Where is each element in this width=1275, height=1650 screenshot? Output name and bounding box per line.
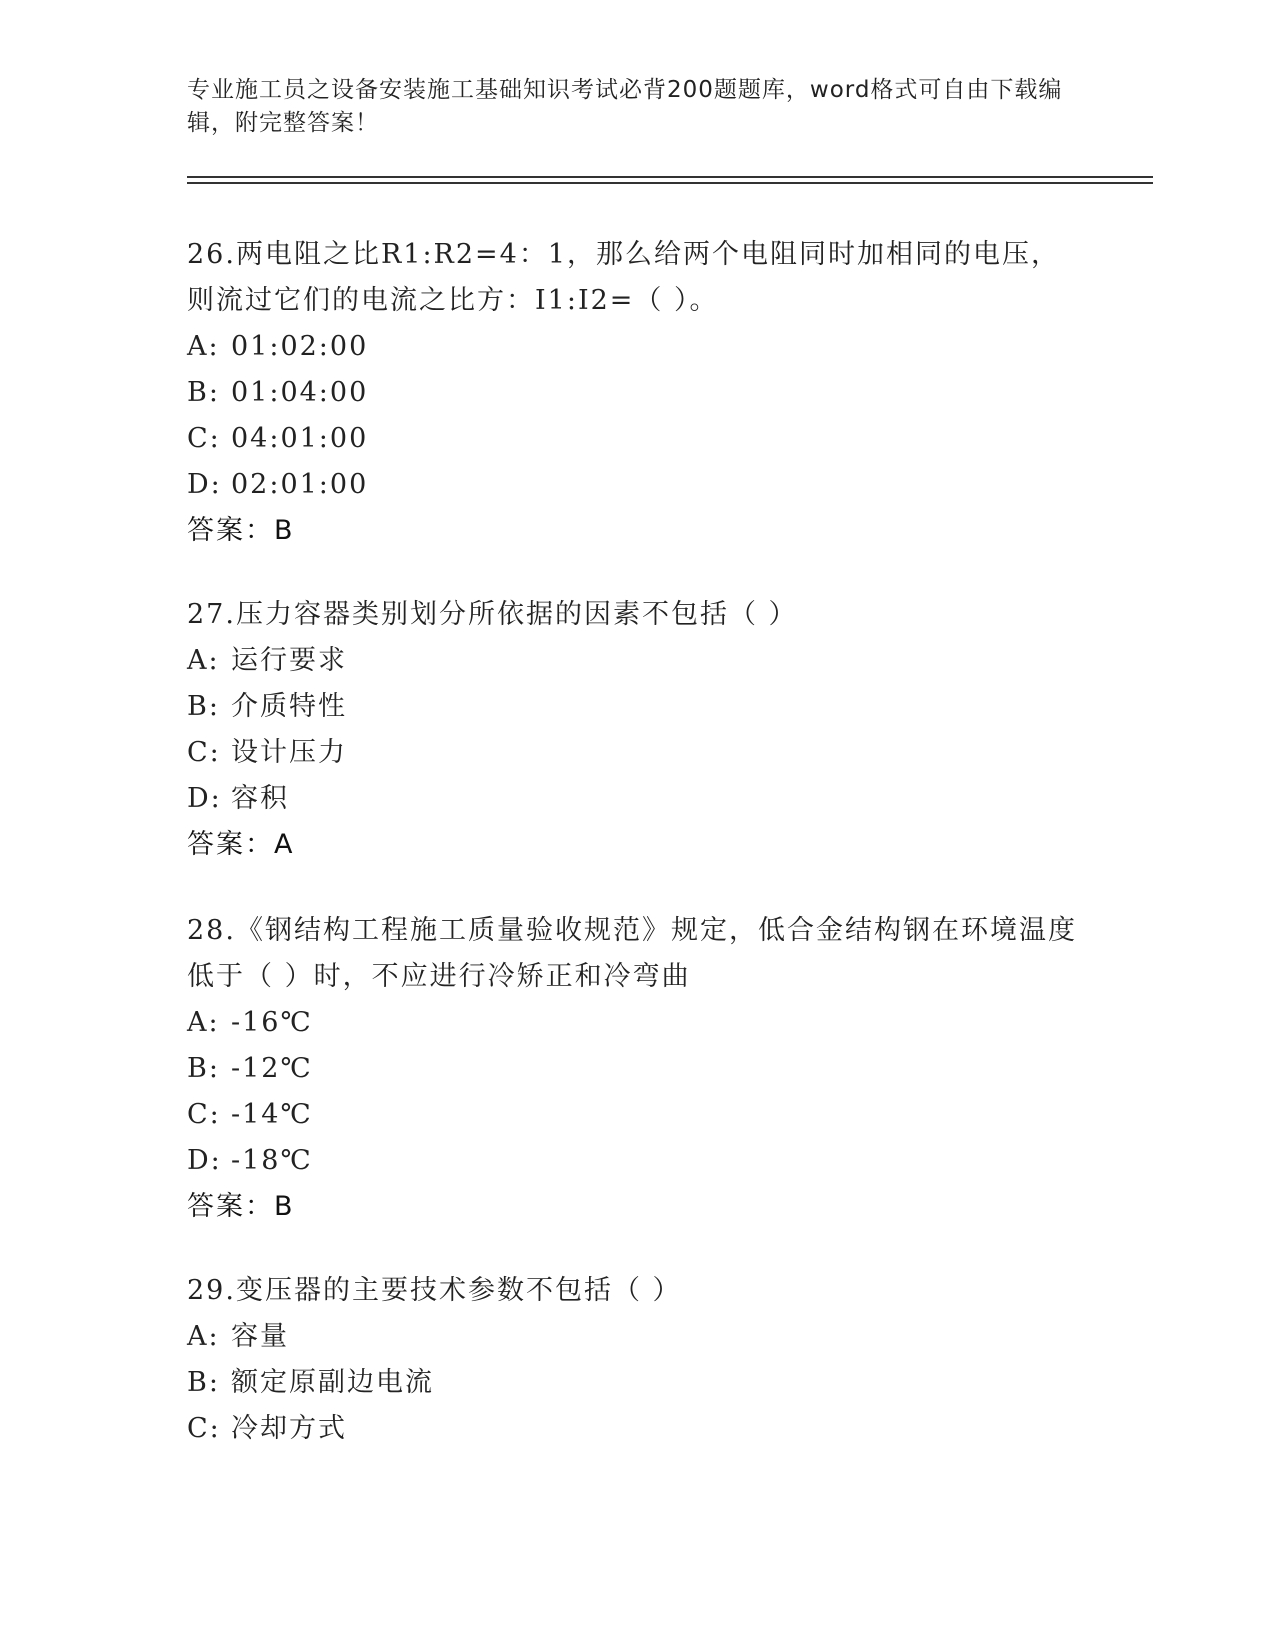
question-29 <box>187 1268 1087 1452</box>
option-text: 04:01:00 <box>231 423 369 454</box>
option-c <box>187 416 1087 462</box>
option-text: 冷却方式 <box>231 1413 347 1444</box>
option-text: 额定原副边电流 <box>231 1367 434 1398</box>
option-b <box>187 1046 1087 1092</box>
option-text: 容量 <box>231 1321 289 1352</box>
option-d <box>187 462 1087 508</box>
option-text: 01:02:00 <box>231 331 369 362</box>
option-b <box>187 684 1087 730</box>
option-a <box>187 638 1087 684</box>
option-letter: B: <box>187 1053 220 1084</box>
option-b <box>187 370 1087 416</box>
option-text: -18℃ <box>231 1145 313 1176</box>
option-letter: B: <box>187 377 220 408</box>
option-letter: B: <box>187 691 220 722</box>
option-letter: C: <box>187 1413 221 1444</box>
option-letter: D: <box>187 783 222 814</box>
option-a <box>187 324 1087 370</box>
question-26 <box>187 232 1087 554</box>
option-letter: C: <box>187 1099 221 1130</box>
answer-label: 答案：B <box>187 515 295 546</box>
question-stem: 29.变压器的主要技术参数不包括（ ） <box>187 1275 682 1306</box>
option-c <box>187 1406 1087 1452</box>
option-letter: A: <box>187 645 220 676</box>
option-c <box>187 1092 1087 1138</box>
answer-label: 答案：B <box>187 1191 295 1222</box>
header-divider-top <box>187 176 1153 178</box>
option-text: 运行要求 <box>231 645 347 676</box>
option-d <box>187 776 1087 822</box>
question-stem: 26.两电阻之比R1:R2=4：1，那么给两个电阻同时加相同的电压，则流过它们的电流之比方：I1:I2=（ ）。 <box>187 239 1061 316</box>
option-letter: B: <box>187 1367 220 1398</box>
option-text: -16℃ <box>231 1007 313 1038</box>
page-title: 专业施工员之设备安装施工基础知识考试必背200题题库，word格式可自由下载编辑，附完整答案！ <box>187 77 1063 136</box>
option-a <box>187 1000 1087 1046</box>
question-27 <box>187 592 1087 868</box>
option-a <box>187 1314 1087 1360</box>
option-letter: A: <box>187 331 220 362</box>
option-text: 容积 <box>231 783 289 814</box>
header-divider-bottom <box>187 182 1153 184</box>
option-letter: A: <box>187 1007 220 1038</box>
option-text: 02:01:00 <box>231 469 369 500</box>
option-letter: C: <box>187 737 221 768</box>
answer-label: 答案：A <box>187 829 295 860</box>
option-text: 介质特性 <box>231 691 347 722</box>
question-28 <box>187 908 1087 1230</box>
option-b <box>187 1360 1087 1406</box>
option-text: 设计压力 <box>231 737 347 768</box>
option-letter: D: <box>187 469 222 500</box>
option-letter: D: <box>187 1145 222 1176</box>
option-text: -12℃ <box>231 1053 313 1084</box>
option-c <box>187 730 1087 776</box>
option-text: -14℃ <box>231 1099 313 1130</box>
option-letter: C: <box>187 423 221 454</box>
option-letter: A: <box>187 1321 220 1352</box>
option-d <box>187 1138 1087 1184</box>
question-stem: 28.《钢结构工程施工质量验收规范》规定，低合金结构钢在环境温度低于（ ）时，不应进行冷矫正和冷弯曲 <box>187 915 1077 992</box>
question-stem: 27.压力容器类别划分所依据的因素不包括（ ） <box>187 599 798 630</box>
option-text: 01:04:00 <box>231 377 369 408</box>
